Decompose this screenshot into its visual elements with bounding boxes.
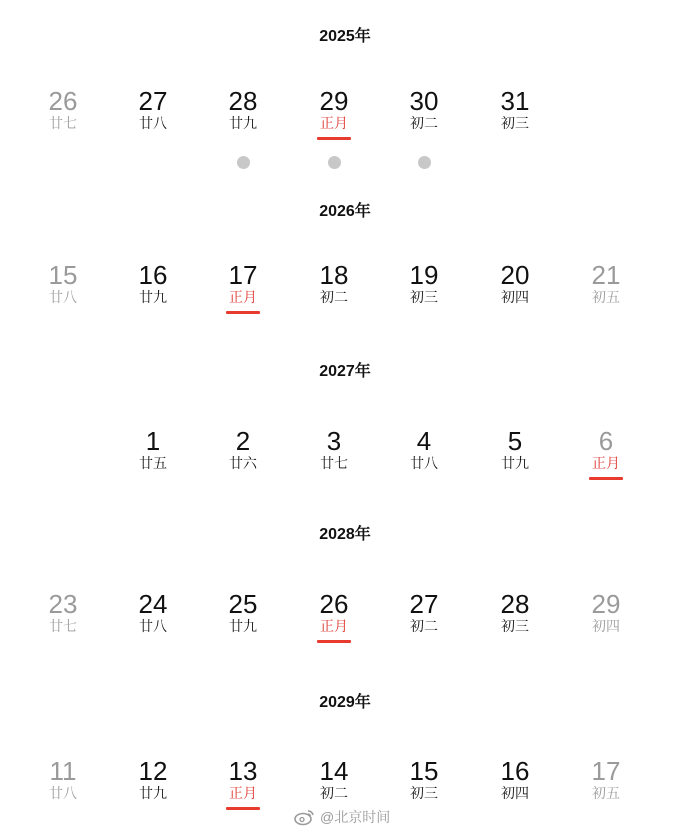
day-cell[interactable] [108,427,198,472]
day-cell[interactable] [18,590,108,635]
day-number: 14 [319,756,349,786]
day-number: 25 [228,589,258,619]
new-year-underline [317,137,351,140]
day-number: 4 [416,426,432,456]
day-number: 20 [500,260,530,290]
day-cell[interactable] [18,261,108,306]
day-number: 17 [591,756,621,786]
lunar-date: 廿七 [49,619,77,635]
day-cell[interactable] [108,590,198,635]
lunar-date: 初四 [501,786,529,802]
day-number: 16 [138,260,168,290]
day-number: 19 [409,260,439,290]
day-cell[interactable] [470,427,560,472]
day-number: 29 [319,86,349,116]
day-cell[interactable] [289,87,379,132]
lunar-date: 廿八 [49,786,77,802]
day-cell[interactable] [289,261,379,306]
day-number: 15 [48,260,78,290]
day-cell[interactable] [198,427,288,472]
day-cell[interactable] [379,87,469,132]
new-year-underline [226,807,260,810]
lunar-date: 初五 [592,786,620,802]
day-cell[interactable] [289,427,379,472]
day-cell[interactable] [379,757,469,802]
day-cell[interactable] [198,590,288,635]
day-number: 29 [591,589,621,619]
day-cell[interactable] [18,87,108,132]
day-number: 26 [48,86,78,116]
lunar-date: 初二 [320,290,348,306]
day-cell[interactable] [198,757,288,802]
year-title: 2025年 [319,28,371,45]
lunar-date: 正月 [320,619,348,635]
day-number: 6 [598,426,614,456]
lunar-date: 廿八 [139,116,167,132]
day-number: 2 [235,426,251,456]
day-cell[interactable] [18,757,108,802]
lunar-date: 廿九 [229,619,257,635]
lunar-date: 廿九 [139,786,167,802]
year-title: 2028年 [319,526,371,543]
day-cell[interactable] [470,757,560,802]
day-number: 5 [507,426,523,456]
year-title: 2029年 [319,694,371,711]
lunar-date: 正月 [229,290,257,306]
new-year-underline [589,477,623,480]
year-title: 2027年 [319,363,371,380]
day-number: 30 [409,86,439,116]
day-cell[interactable] [470,261,560,306]
day-number: 21 [591,260,621,290]
event-dot [418,156,431,169]
lunar-date: 初二 [410,116,438,132]
day-number: 27 [138,86,168,116]
lunar-date: 廿五 [139,456,167,472]
new-year-underline [317,640,351,643]
day-number: 18 [319,260,349,290]
lunar-date: 廿九 [139,290,167,306]
event-dot [328,156,341,169]
lunar-date: 初二 [410,619,438,635]
lunar-date: 正月 [320,116,348,132]
day-cell[interactable] [470,87,560,132]
watermark [294,806,390,828]
day-number: 15 [409,756,439,786]
day-number: 27 [409,589,439,619]
lunar-date: 廿九 [501,456,529,472]
day-number: 3 [326,426,342,456]
day-number: 16 [500,756,530,786]
day-number: 12 [138,756,168,786]
new-year-underline [226,311,260,314]
day-cell[interactable] [470,590,560,635]
day-cell[interactable] [379,261,469,306]
lunar-date: 初三 [410,290,438,306]
lunar-date: 初四 [501,290,529,306]
day-cell[interactable] [561,590,651,635]
day-number: 11 [49,756,77,786]
day-cell[interactable] [379,590,469,635]
lunar-date: 正月 [229,786,257,802]
weibo-icon [294,808,316,826]
day-number: 28 [228,86,258,116]
lunar-date: 廿六 [229,456,257,472]
lunar-date: 正月 [592,456,620,472]
lunar-date: 廿八 [410,456,438,472]
lunar-date: 初三 [501,619,529,635]
day-number: 13 [228,756,258,786]
lunar-date: 廿七 [320,456,348,472]
day-cell[interactable] [108,261,198,306]
day-number: 17 [228,260,258,290]
day-number: 31 [500,86,530,116]
day-cell[interactable] [289,757,379,802]
day-cell[interactable] [108,757,198,802]
lunar-date: 廿八 [49,290,77,306]
day-number: 24 [138,589,168,619]
day-cell[interactable] [561,757,651,802]
day-cell[interactable] [561,261,651,306]
day-cell[interactable] [289,590,379,635]
lunar-date: 初三 [501,116,529,132]
lunar-date: 廿九 [229,116,257,132]
year-title: 2026年 [319,203,371,220]
day-number: 1 [145,426,161,456]
day-cell[interactable] [108,87,198,132]
day-cell[interactable] [198,87,288,132]
event-dot [237,156,250,169]
lunar-date: 初三 [410,786,438,802]
watermark-text: @北京时间 [320,809,391,825]
lunar-date: 廿八 [139,619,167,635]
day-number: 23 [48,589,78,619]
lunar-date: 廿七 [49,116,77,132]
lunar-date: 初二 [320,786,348,802]
day-cell[interactable] [198,261,288,306]
day-cell[interactable] [561,427,651,472]
day-number: 28 [500,589,530,619]
day-number: 26 [319,589,349,619]
day-cell[interactable] [379,427,469,472]
lunar-date: 初五 [592,290,620,306]
lunar-date: 初四 [592,619,620,635]
